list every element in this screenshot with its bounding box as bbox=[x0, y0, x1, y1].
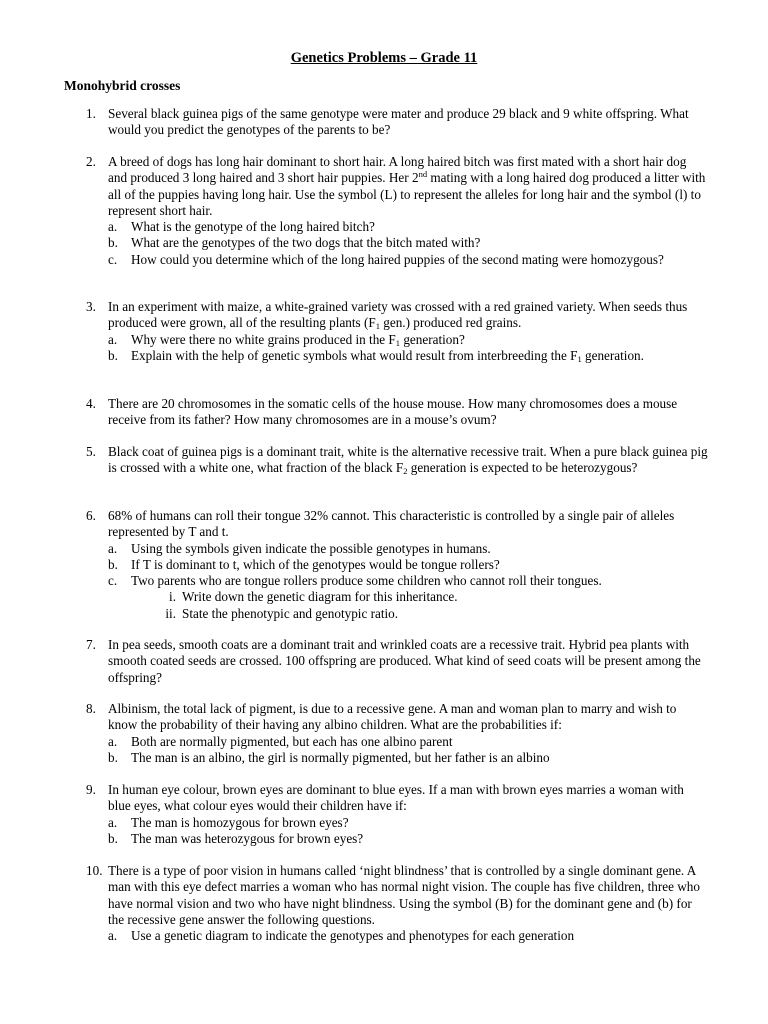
sub-question-b: b. If T is dominant to t, which of the genotypes would be tongue rollers? bbox=[108, 556, 500, 572]
sub-question-b: b. Explain with the help of genetic symbols what would result from interbreeding the $F_1$ generation. bbox=[108, 347, 644, 364]
sub-question-b: b. What are the genotypes of the two dogs that the bitch mated with? bbox=[108, 235, 481, 251]
question-number: 3. bbox=[86, 299, 96, 314]
question-7 bbox=[86, 637, 708, 686]
question-text: In an experiment with maize, a white-grained variety was crossed with a red grained variety. When seeds thus produced were grown, all of the resulting plants ($F_1$ gen.) produced red grains. bbox=[108, 299, 688, 332]
question-3 bbox=[86, 299, 708, 364]
question-text: There is a type of poor vision in humans called ‘night blindness’ that is controlled by a single dominant gene. A man with this eye defect marries a woman who has normal night vision. The couple has five children, three who have normal vision and two who have night blindness. Using the symbol (B) for the dominant gene and (b) for the recessive gene answer the following questions. bbox=[108, 863, 700, 927]
question-number: 2. bbox=[86, 154, 96, 169]
question-text: Albinism, the total lack of pigment, is due to a recessive gene. A man and woman plan to marry and wish to know the probability of their having any albino children. What are the probabilities if: bbox=[108, 701, 677, 733]
question-2 bbox=[86, 154, 708, 268]
section-heading: Monohybrid crosses bbox=[64, 78, 181, 93]
sub-question-a: a. What is the genotype of the long haired bitch? bbox=[108, 219, 375, 235]
page-title: Genetics Problems – Grade 11 bbox=[290, 50, 478, 66]
question-6 bbox=[86, 508, 708, 622]
question-10 bbox=[86, 863, 708, 944]
question-4 bbox=[86, 396, 708, 429]
sub-question-a: a. Why were there no white grains produced in the $F_1$ generation? bbox=[108, 331, 465, 348]
sub-question-c: c. Two parents who are tongue rollers produce some children who cannot roll their tongues. bbox=[108, 573, 602, 589]
question-text: In human eye colour, brown eyes are dominant to blue eyes. If a man with brown eyes marries a woman with blue eyes, what colour eyes would their children have if: bbox=[108, 782, 684, 814]
sub-question-b: b. The man was heterozygous for brown eyes? bbox=[108, 830, 364, 846]
sub-question-c: c. How could you determine which of the long haired puppies of the second mating were homozygous? bbox=[108, 251, 664, 267]
question-number: 9. bbox=[86, 782, 96, 797]
question-number: 5. bbox=[86, 444, 96, 459]
question-number: 10. bbox=[86, 863, 103, 878]
question-number: 4. bbox=[86, 396, 96, 411]
question-text: 68% of humans can roll their tongue 32% cannot. This characteristic is controlled by a single pair of alleles represented by T and t. bbox=[108, 508, 675, 540]
question-text: Black coat of guinea pigs is a dominant trait, white is the alternative recessive trait. When a pure black guinea pig is crossed with a white one, what fraction of the black $F_2$ generation is expected to be heterozygous? bbox=[108, 444, 708, 477]
sub-question-b: b. The man is an albino, the girl is normally pigmented, but her father is an albino bbox=[108, 749, 550, 765]
question-1 bbox=[86, 106, 708, 139]
sub-question-a: a. Use a genetic diagram to indicate the genotypes and phenotypes for each generation bbox=[108, 928, 575, 944]
question-text: A breed of dogs has long hair dominant to short hair. A long haired bitch was first mated with a short hair dog and produced 3 long haired and 3 short hair puppies. Her 2nd mating with a long haired dog produced a litter with all of the puppies having long hair. Use the symbol (L) to represent the alleles for long hair and the symbol (l) to represent short hair. bbox=[108, 154, 706, 218]
sub-question-a: a. Both are normally pigmented, but each has one albino parent bbox=[108, 733, 453, 749]
question-text: Several black guinea pigs of the same genotype were mater and produce 29 black and 9 white offspring. What would you predict the genotypes of the parents to be? bbox=[108, 106, 689, 138]
question-number: 7. bbox=[86, 637, 96, 652]
question-8 bbox=[86, 701, 708, 766]
question-number: 6. bbox=[86, 508, 96, 523]
sub-question-a: a. The man is homozygous for brown eyes? bbox=[108, 814, 349, 830]
question-5 bbox=[86, 444, 708, 477]
question-text: In pea seeds, smooth coats are a dominant trait and wrinkled coats are a recessive trait. Hybrid pea plants with smooth coated seeds are crossed. 100 offspring are produced. What kind of seed coats will be present among the offspring? bbox=[108, 637, 701, 685]
sub-question-c-ii: ii. State the phenotypic and genotypic ratio. bbox=[165, 605, 399, 621]
question-number: 8. bbox=[86, 701, 96, 716]
sub-question-a: a. Using the symbols given indicate the possible genotypes in humans. bbox=[108, 540, 491, 556]
question-text: There are 20 chromosomes in the somatic cells of the house mouse. How many chromosomes does a mouse receive from its father? How many chromosomes are in a mouse’s ovum? bbox=[108, 396, 678, 428]
superscript: nd bbox=[418, 169, 428, 180]
sub-question-c-i: i. Write down the genetic diagram for this inheritance. bbox=[169, 589, 458, 605]
question-9 bbox=[86, 782, 708, 847]
question-number: 1. bbox=[86, 106, 96, 121]
